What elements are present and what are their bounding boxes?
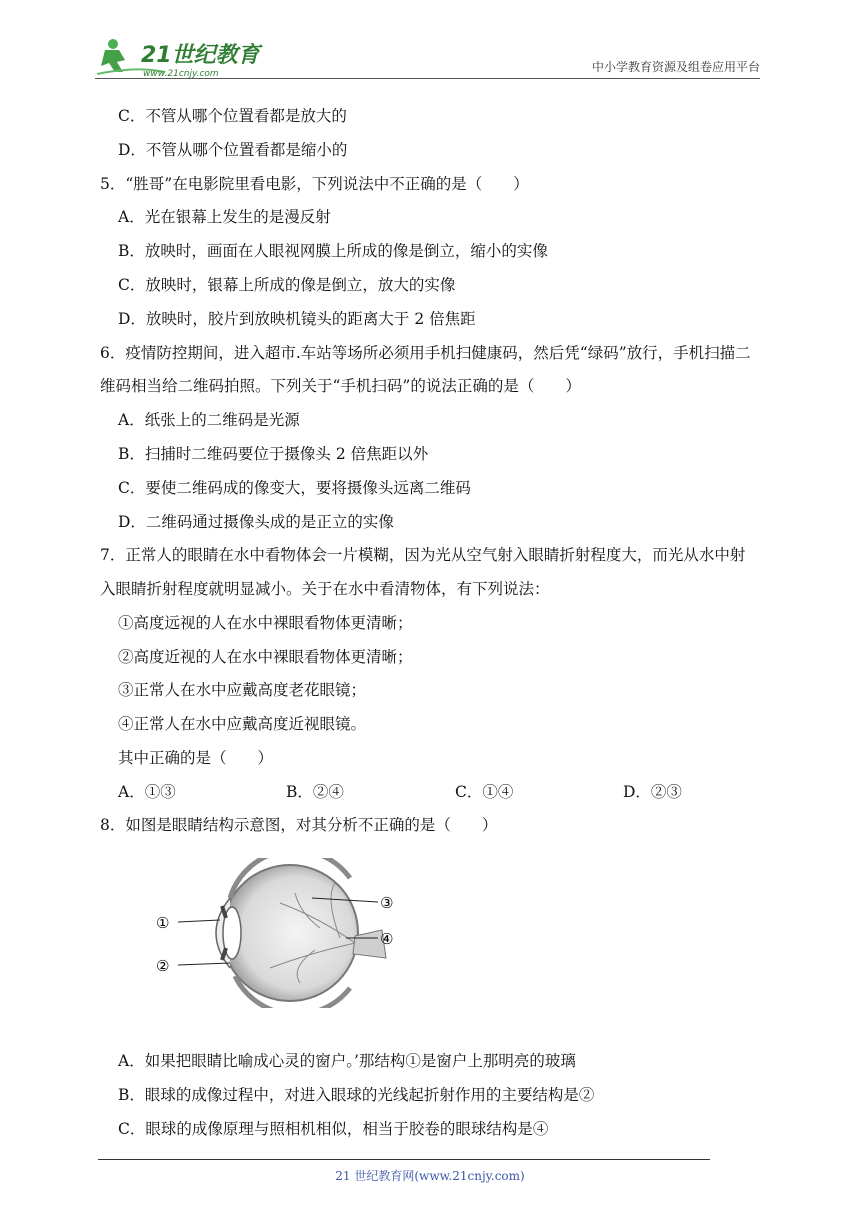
label-3: ③ xyxy=(380,894,394,912)
q7-stem-line2: 入眼睛折射程度就明显减小。关于在水中看清物体，有下列说法： xyxy=(100,580,550,598)
q8-stem: 8．如图是眼睛结构示意图，对其分析不正确的是（ ） xyxy=(100,816,498,834)
q5-option-a: A．光在银幕上发生的是漫反射 xyxy=(118,208,331,226)
q7-statement-1: ①高度远视的人在水中裸眼看物体更清晰； xyxy=(118,614,413,632)
label-4: ④ xyxy=(380,930,394,948)
q6-option-c: C．要使二维码成的像变大，要将摄像头远离二维码 xyxy=(118,479,471,497)
q5-option-c: C．放映时，银幕上所成的像是倒立，放大的实像 xyxy=(118,276,456,294)
q4-option-c: C．不管从哪个位置看都是放大的 xyxy=(118,107,347,125)
label-2: ② xyxy=(156,957,170,975)
q7-option-d: D．②③ xyxy=(623,783,682,801)
q7-statement-4: ④正常人在水中应戴高度近视眼镜。 xyxy=(118,715,367,733)
header-divider xyxy=(95,78,760,79)
q8-option-a: A．如果把眼睛比喻成心灵的窗户。’那结构①是窗户上那明亮的玻璃 xyxy=(118,1052,576,1070)
q6-option-a: A．纸张上的二维码是光源 xyxy=(118,411,300,429)
q7-statement-3: ③正常人在水中应戴高度老花眼镜； xyxy=(118,681,367,699)
q4-option-d: D．不管从哪个位置看都是缩小的 xyxy=(118,141,348,159)
svg-text:21世纪教育: 21世纪教育 xyxy=(141,43,260,68)
q5-option-d: D．放映时，胶片到放映机镜头的距离大于 2 倍焦距 xyxy=(118,310,476,328)
footer-text[interactable]: 21 世纪教育网(www.21cnjy.com) xyxy=(335,1169,525,1183)
q5-option-b: B．放映时，画面在人眼视网膜上所成的像是倒立，缩小的实像 xyxy=(118,242,548,260)
q7-statement-2: ②高度近视的人在水中裸眼看物体更清晰； xyxy=(118,648,413,666)
q7-option-a: A．①③ xyxy=(118,783,176,801)
label-1: ① xyxy=(156,914,170,932)
q6-stem-line1: 6．疫情防控期间，进入超市.车站等场所必须用手机扫健康码，然后凭“绿码”放行，手机扫描二 xyxy=(100,344,751,362)
platform-name: 中小学教育资源及组卷应用平台 xyxy=(591,60,760,74)
footer-divider xyxy=(98,1159,710,1160)
q7-ask: 其中正确的是（ ） xyxy=(118,749,274,767)
q8-option-c: C．眼球的成像原理与照相机相似，相当于胶卷的眼球结构是④ xyxy=(118,1120,549,1138)
eye-structure-diagram xyxy=(150,858,410,1008)
page-header xyxy=(95,32,760,80)
eyeball-shape xyxy=(222,865,358,1001)
label1-line xyxy=(178,920,220,922)
site-logo xyxy=(95,36,285,78)
q7-option-c: C．①④ xyxy=(455,783,514,801)
q7-option-b: B．②④ xyxy=(286,783,344,801)
svg-text:www.21cnjy.com: www.21cnjy.com xyxy=(143,69,219,78)
q7-stem-line1: 7．正常人的眼睛在水中看物体会一片模糊，因为光从空气射入眼睛折射程度大，而光从水中射 xyxy=(100,546,746,564)
q6-option-d: D．二维码通过摄像头成的是正立的实像 xyxy=(118,513,394,531)
q6-option-b: B．扫捕时二维码要位于摄像头 2 倍焦距以外 xyxy=(118,445,429,463)
q5-stem: 5．“胜哥”在电影院里看电影，下列说法中不正确的是（ ） xyxy=(100,175,529,193)
q6-stem-line2: 维码相当给二维码拍照。下列关于“手机扫码”的说法正确的是（ ） xyxy=(100,377,581,395)
label2-line xyxy=(178,963,230,965)
q8-option-b: B．眼球的成像过程中，对进入眼球的光线起折射作用的主要结构是② xyxy=(118,1086,595,1104)
